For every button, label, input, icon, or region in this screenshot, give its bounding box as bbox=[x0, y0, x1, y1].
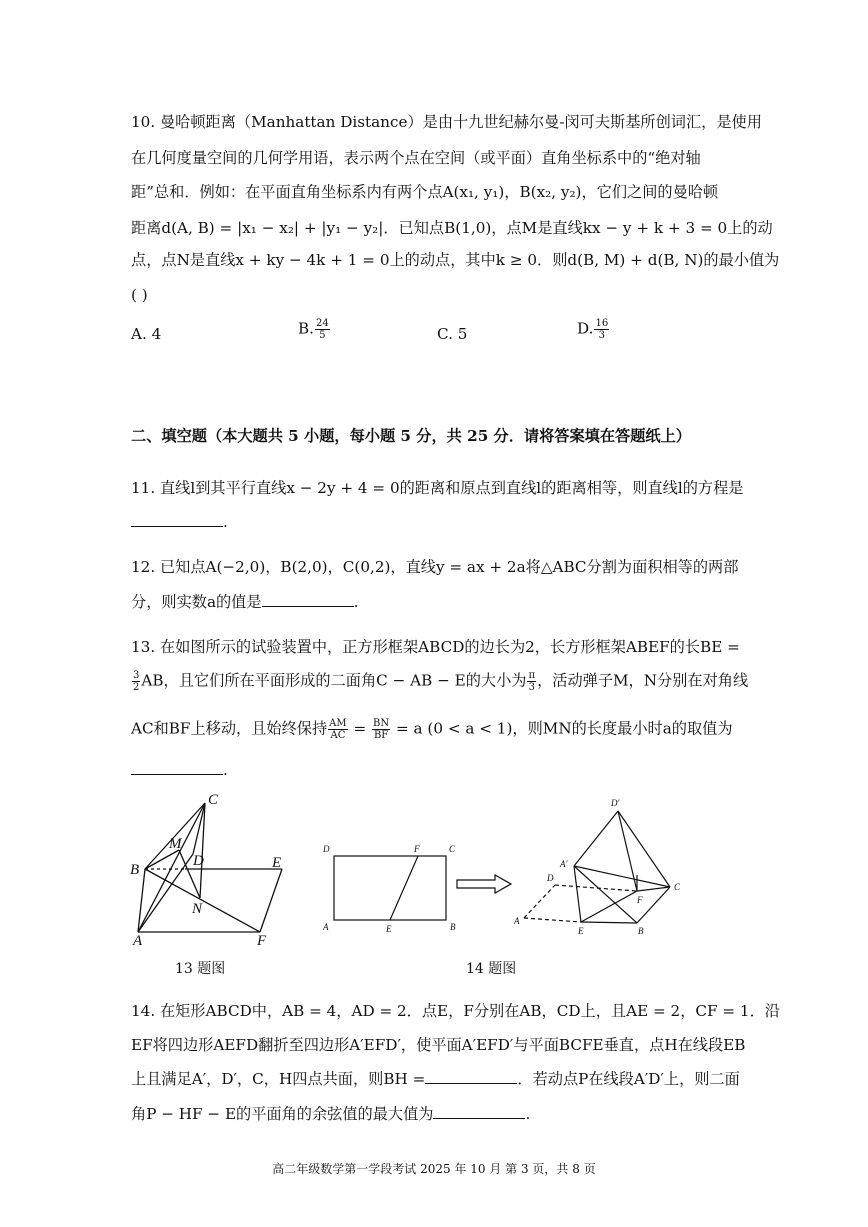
q10-line-1: 10. 曼哈顿距离（Manhattan Distance）是由十九世纪赫尔曼-闵可夫斯基所创词汇，是使用 bbox=[131, 113, 762, 131]
q10-option-d-den: 3 bbox=[598, 330, 606, 341]
fold-edge-a1-c bbox=[574, 866, 670, 887]
q12-line-2 bbox=[131, 592, 358, 612]
q14-line-3 bbox=[131, 1069, 740, 1089]
fig13-label-c: C bbox=[208, 792, 219, 808]
q13-frac-bf: BF bbox=[373, 730, 389, 741]
q13-line-3-text-a: AC和BF上移动，且始终保持 bbox=[131, 719, 328, 738]
q13-frac-am: AM bbox=[329, 718, 347, 729]
fig13-label-d: D bbox=[193, 853, 204, 869]
q13-line-2 bbox=[131, 670, 748, 693]
q13-line-3 bbox=[131, 718, 733, 741]
q13-line-3-text-b: = a (0 < a < 1)，则MN的长度最小时a的取值为 bbox=[391, 719, 733, 738]
q13-line-1: 13. 在如图所示的试验装置中，正方形框架ABCD的边长为2，长方形框架ABEF的长BE = bbox=[131, 638, 740, 656]
rect-abcd bbox=[334, 856, 446, 920]
q11-line-2 bbox=[131, 512, 228, 532]
section-2-heading: 二、填空题（本大题共 5 小题，每小题 5 分，共 25 分．请将答案填在答题纸上） bbox=[131, 427, 691, 445]
q12-answer-blank[interactable] bbox=[262, 592, 354, 607]
segment-m-b bbox=[145, 850, 179, 869]
q14-line-2: EF将四边形AEFD翻折至四边形A′EFD′，使平面A′EFD′与平面BCFE垂直，点H在线段EB bbox=[131, 1036, 746, 1054]
q10-option-d-num: 16 bbox=[595, 318, 609, 329]
q13-answer-blank[interactable] bbox=[131, 760, 223, 775]
q10-option-a: A. 4 bbox=[131, 325, 162, 343]
q14-line-4-text-a: 角P − HF − E的平面角的余弦值的最大值为 bbox=[131, 1105, 434, 1123]
figure-14-flat bbox=[318, 838, 463, 938]
q11-answer-blank[interactable] bbox=[131, 512, 223, 527]
q14-answer-blank-1[interactable] bbox=[425, 1069, 517, 1084]
q14-line-1: 14. 在矩形ABCD中，AB = 4，AD = 2．点E，F分别在AB，CD上，且AE = 2，CF = 1．沿 bbox=[131, 1002, 780, 1020]
q11-line-1: 11. 直线l到其平行直线x − 2y + 4 = 0的距离和原点到直线l的距离相等，则直线l的方程是 bbox=[131, 479, 744, 497]
diagonal-bf bbox=[145, 869, 260, 932]
fig14r-label-f: F bbox=[637, 895, 643, 905]
q14-period: . bbox=[525, 1105, 531, 1123]
fig14l-label-f: F bbox=[414, 844, 420, 854]
fig13-label-e: E bbox=[272, 855, 282, 871]
fold-edge-b-c bbox=[637, 887, 670, 923]
fold-edge-a-d bbox=[524, 885, 555, 918]
q13-frac-3-2-num: 3 bbox=[133, 670, 140, 681]
fold-edge-f-e bbox=[581, 891, 637, 922]
q13-frac-am-ac bbox=[328, 718, 347, 741]
q10-line-2: 在几何度量空间的几何学用语，表示两个点在空间（或平面）直角坐标系中的“绝对轴 bbox=[131, 149, 701, 167]
fig13-label-n: N bbox=[192, 901, 203, 917]
q10-option-b-num: 24 bbox=[316, 318, 329, 329]
fold-edge-a-e bbox=[524, 918, 581, 922]
segment-c-n bbox=[200, 803, 205, 898]
fig14r-label-a: A bbox=[514, 916, 520, 926]
edge-ad bbox=[138, 854, 193, 932]
q13-frac-pi-num: π bbox=[528, 670, 536, 681]
q12-line-1: 12. 已知点A(−2,0)，B(2,0)，C(0,2)，直线y = ax + 2a将△ABC分割为面积相等的两部 bbox=[131, 558, 739, 576]
figure-13 bbox=[125, 790, 300, 950]
q13-frac-bn: BN bbox=[373, 718, 390, 729]
fold-edge-e-b bbox=[581, 922, 637, 923]
page-footer: 高二年级数学第一学段考试 2025 年 10 月 第 3 页，共 8 页 bbox=[272, 1162, 596, 1176]
q13-frac-3-2 bbox=[132, 670, 140, 693]
q13-frac-3-2-den: 2 bbox=[133, 682, 140, 693]
q10-option-b-frac bbox=[315, 318, 330, 341]
fig14r-label-a-prime: A' bbox=[560, 859, 568, 869]
segment-ef bbox=[390, 856, 418, 920]
q10-option-b bbox=[298, 318, 331, 341]
q13-line-4 bbox=[131, 760, 228, 780]
q10-option-d bbox=[577, 318, 610, 341]
fold-edge-c-f bbox=[637, 887, 670, 891]
q10-option-b-den: 5 bbox=[319, 330, 326, 341]
fig14r-label-d: D bbox=[547, 873, 554, 883]
figure-13-caption: 13 题图 bbox=[175, 961, 226, 977]
q10-option-b-label: B. bbox=[298, 319, 314, 338]
q13-line-2-text-b: ，活动弹子M，N分别在对角线 bbox=[537, 671, 749, 690]
figure-14-caption: 14 题图 bbox=[466, 961, 517, 977]
fold-edge-a1-e bbox=[574, 866, 581, 922]
q13-eq: = bbox=[348, 719, 372, 738]
q13-frac-pi-den: 3 bbox=[528, 682, 535, 693]
fig14r-label-b: B bbox=[638, 926, 644, 936]
q13-frac-pi-3 bbox=[527, 670, 536, 693]
fig14l-label-c: C bbox=[449, 844, 456, 854]
fig14r-label-d-prime: D' bbox=[611, 798, 620, 808]
figure-14-folded bbox=[510, 795, 695, 940]
fig14l-label-a: A bbox=[323, 922, 329, 932]
fig13-label-m: M bbox=[169, 836, 182, 852]
fig14r-label-e: E bbox=[578, 926, 584, 936]
q13-line-2-text-a: AB，且它们所在平面形成的二面角C − AB − E的大小为 bbox=[141, 671, 527, 690]
fig13-label-b: B bbox=[130, 862, 140, 878]
q13-frac-ac: AC bbox=[330, 730, 346, 741]
q10-option-d-frac bbox=[594, 318, 609, 341]
fig14l-label-d: D bbox=[323, 844, 330, 854]
fold-edge-a1-d1 bbox=[574, 811, 618, 866]
q10-line-4: 距离d(A, B) = |x₁ − x₂| + |y₁ − y₂|．已知点B(1,0)，点M是直线kx − y + k + 3 = 0上的动 bbox=[131, 219, 773, 237]
fig13-label-f: F bbox=[257, 933, 267, 949]
q10-option-c: C. 5 bbox=[437, 325, 468, 343]
q14-line-3-text-a: 上且满足A′，D′，C，H四点共面，则BH = bbox=[131, 1070, 426, 1088]
q14-answer-blank-2[interactable] bbox=[433, 1104, 525, 1119]
fold-edge-d1-c bbox=[618, 811, 670, 887]
edge-fe bbox=[260, 869, 282, 932]
fig14l-label-b: B bbox=[450, 922, 456, 932]
q13-period: . bbox=[223, 761, 228, 779]
q10-line-3: 距”总和．例如：在平面直角坐标系内有两个点A(x₁, y₁)，B(x₂, y₂)，它们之间的曼哈顿 bbox=[131, 183, 719, 201]
fig13-label-a: A bbox=[133, 933, 143, 949]
q12-period: . bbox=[353, 593, 359, 611]
q10-line-6: ( ) bbox=[131, 286, 148, 304]
fig14r-label-c: C bbox=[674, 882, 681, 892]
q14-line-3-text-b: ．若动点P在线段A′D′上，则二面 bbox=[517, 1070, 740, 1088]
q12-line-2-text: 分，则实数a的值是 bbox=[131, 593, 262, 611]
fold-edge-a1-b bbox=[574, 866, 637, 923]
fold-arrow-icon bbox=[455, 874, 515, 894]
q10-option-d-label: D. bbox=[577, 319, 594, 338]
q13-frac-bn-bf bbox=[372, 718, 390, 741]
q14-line-4 bbox=[131, 1104, 530, 1124]
q10-line-5: 点，点N是直线x + ky − 4k + 1 = 0上的动点，其中k ≥ 0．则d(B, M) + d(B, N)的最小值为 bbox=[131, 251, 780, 269]
q11-period: . bbox=[223, 513, 228, 531]
fig14l-label-e: E bbox=[386, 924, 392, 934]
